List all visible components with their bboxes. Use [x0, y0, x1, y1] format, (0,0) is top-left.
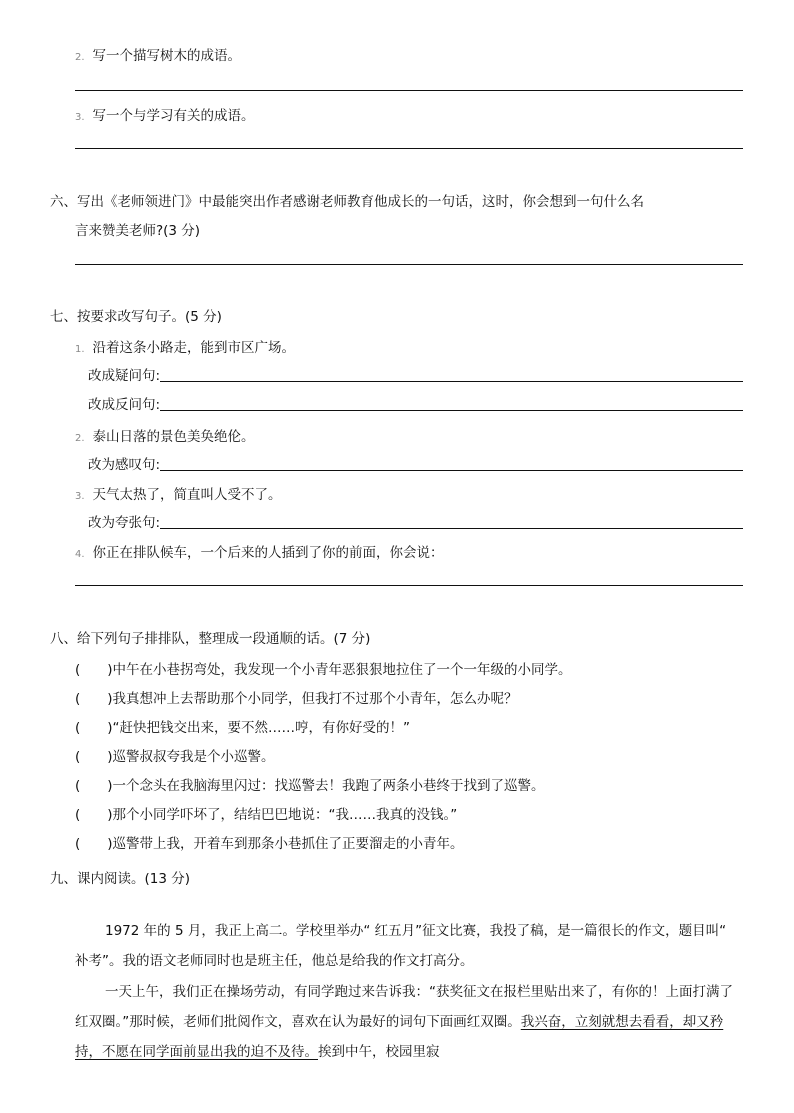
item-number: 4.: [75, 549, 85, 560]
fill-label: 改为夸张句:: [88, 515, 161, 531]
item-number: 2.: [75, 433, 85, 444]
rewrite-item: [75, 336, 295, 356]
rewrite-sentence: 泰山日落的景色美奂绝伦。: [92, 429, 255, 445]
question-item: [75, 44, 241, 64]
reading-paragraph-2: [75, 977, 743, 1097]
rewrite-sentence: 沿着这条小路走，能到市区广场。: [92, 340, 296, 356]
section8-heading: 八、给下列句子排排队，整理成一段通顺的话。(7 分): [50, 631, 371, 647]
fill-row-rhetorical: [88, 393, 743, 413]
paragraph-text: 一天上午，我们正在操场劳动，有同学跑过来告诉我：“获奖征文在报栏里贴出来了，有你的！上面打满了红双圈。”那时候，老师们批阅作文，喜欢在认为最好的词句下面画红双圈。: [75, 984, 733, 1030]
ordering-item[interactable]: ( )一个念头在我脑海里闪过：找巡警去！我跑了两条小巷终于找到了巡警。: [75, 778, 545, 794]
answer-line[interactable]: [75, 585, 743, 586]
fill-label: 改成反问句:: [88, 397, 161, 413]
rewrite-item: [75, 541, 444, 561]
fill-row-question: [88, 364, 743, 384]
item-number: 1.: [75, 344, 85, 355]
item-number: 2.: [75, 52, 85, 63]
underlined-sentence: 我兴奋，立刻就想去看看，却又矜持，不愿在同学面前显出我的迫不及待。: [75, 1014, 724, 1060]
question-text: 写一个与学习有关的成语。: [92, 108, 255, 124]
rewrite-sentence: 你正在排队候车，一个后来的人插到了你的前面，你会说：: [92, 545, 444, 561]
ordering-item[interactable]: ( )那个小同学吓坏了，结结巴巴地说：“我……我真的没钱。”: [75, 807, 458, 823]
ordering-item[interactable]: ( )巡警带上我，开着车到那条小巷抓住了正要溜走的小青年。: [75, 836, 464, 852]
reading-paragraph-1: 1972 年的 5 月，我正上高二。学校里举办“ 红五月”征文比赛，我投了稿，是一篇很长的作文，题目叫“ 补考”。我的语文老师同时也是班主任，他总是给我的作文打高分。: [75, 923, 727, 969]
answer-line[interactable]: [75, 148, 743, 149]
rewrite-sentence: 天气太热了，简直叫人受不了。: [92, 487, 282, 503]
section6-line1: 六、写出《老师领进门》中最能突出作者感谢老师教育他成长的一句话，这时，你会想到一句什么名: [50, 194, 644, 210]
question-text: 写一个描写树木的成语。: [92, 48, 242, 64]
section9-heading: 九、课内阅读。(13 分): [50, 871, 191, 887]
fill-row-exclamation: [88, 453, 743, 473]
fill-label: 改为感叹句:: [88, 457, 161, 473]
answer-line[interactable]: [75, 90, 743, 91]
answer-blank[interactable]: [160, 380, 743, 382]
question-item: [75, 104, 255, 124]
item-number: 3.: [75, 491, 85, 502]
paragraph-text-tail: 挨到中午，校园里寂: [318, 1044, 440, 1060]
section7-heading: 七、按要求改写句子。(5 分): [50, 309, 222, 325]
fill-label: 改成疑问句:: [88, 368, 161, 384]
answer-line[interactable]: [75, 264, 743, 265]
ordering-item[interactable]: ( )中午在小巷拐弯处，我发现一个小青年恶狠狠地拉住了一个一年级的小同学。: [75, 662, 572, 678]
ordering-item[interactable]: ( )“赶快把钱交出来，要不然……哼，有你好受的！”: [75, 720, 411, 736]
section6-line2: 言来赞美老师?(3 分): [75, 223, 201, 239]
fill-row-exaggeration: [88, 511, 743, 531]
item-number: 3.: [75, 112, 85, 123]
rewrite-item: [75, 425, 255, 445]
answer-blank[interactable]: [160, 469, 743, 471]
answer-blank[interactable]: [160, 409, 743, 411]
answer-blank[interactable]: [160, 527, 743, 529]
ordering-item[interactable]: ( )我真想冲上去帮助那个小同学，但我打不过那个小青年，怎么办呢？: [75, 691, 518, 707]
rewrite-item: [75, 483, 282, 503]
ordering-item[interactable]: ( )巡警叔叔夸我是个小巡警。: [75, 749, 275, 765]
